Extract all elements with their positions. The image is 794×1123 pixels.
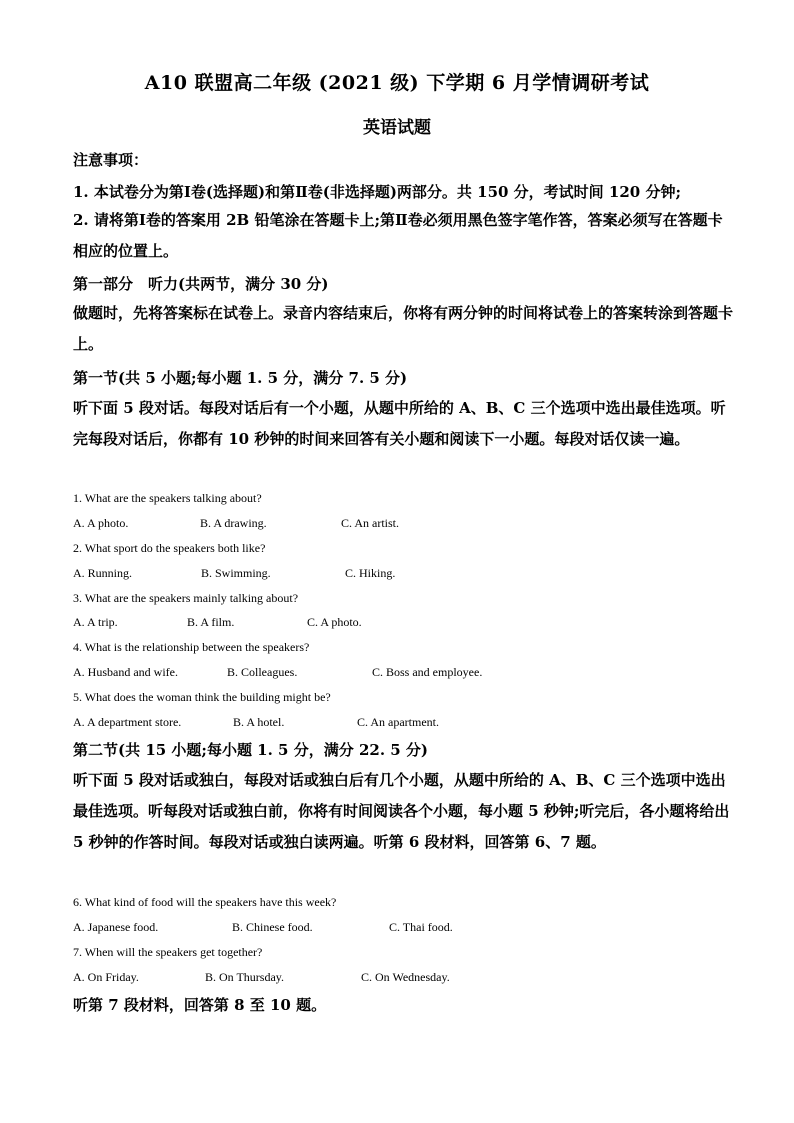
question-4-option-b: B. Colleagues. bbox=[227, 665, 298, 679]
question-7-option-a: A. On Friday. bbox=[73, 970, 139, 984]
question-2-option-b: B. Swimming. bbox=[201, 566, 271, 580]
exam-title: A10 联盟高二年级 (2021 级) 下学期 6 月学情调研考试 bbox=[144, 72, 650, 94]
question-6: 6. What kind of food will the speakers have this week? bbox=[73, 895, 337, 909]
question-7-option-c: C. On Wednesday. bbox=[361, 970, 450, 984]
part1-heading: 第一部分 听力(共两节，满分 30 分) bbox=[73, 275, 329, 293]
question-5: 5. What does the woman think the building might be? bbox=[73, 690, 331, 704]
question-1-option-b: B. A drawing. bbox=[200, 516, 267, 530]
question-5-option-b: B. A hotel. bbox=[233, 715, 285, 729]
notice-item-2: 2. 请将第Ⅰ卷的答案用 2B 铅笔涂在答题卡上;第Ⅱ卷必须用黑色签字笔作答，答案必须写在答题卡相应的位置上。 bbox=[73, 211, 723, 260]
question-1-option-a: A. A photo. bbox=[73, 516, 129, 530]
question-2-option-c: C. Hiking. bbox=[345, 566, 396, 580]
question-5-option-a: A. A department store. bbox=[73, 715, 182, 729]
section1-instruction: 听下面 5 段对话。每段对话后有一个小题，从题中所给的 A、B、C 三个选项中选出最佳选项。听完每段对话后，你都有 10 秒钟的时间来回答有关小题和阅读下一小题。每段对话仅读一遍。 bbox=[73, 399, 726, 448]
section2-next-material: 听第 7 段材料，回答第 8 至 10 题。 bbox=[73, 996, 327, 1014]
question-5-option-c: C. An apartment. bbox=[357, 715, 439, 729]
question-7: 7. When will the speakers get together? bbox=[73, 945, 263, 959]
question-3-option-b: B. A film. bbox=[187, 615, 235, 629]
question-3: 3. What are the speakers mainly talking about? bbox=[73, 591, 299, 605]
question-6-option-a: A. Japanese food. bbox=[73, 920, 159, 934]
section2-heading: 第二节(共 15 小题;每小题 1. 5 分，满分 22. 5 分) bbox=[73, 741, 429, 759]
question-1: 1. What are the speakers talking about? bbox=[73, 491, 262, 505]
question-2-option-a: A. Running. bbox=[73, 566, 133, 580]
question-4-option-a: A. Husband and wife. bbox=[73, 665, 178, 679]
question-1-option-c: C. An artist. bbox=[341, 516, 400, 530]
question-3-option-c: C. A photo. bbox=[307, 615, 362, 629]
question-4: 4. What is the relationship between the speakers? bbox=[73, 640, 310, 654]
question-7-option-b: B. On Thursday. bbox=[205, 970, 284, 984]
exam-subtitle: 英语试题 bbox=[363, 118, 431, 138]
question-4-option-c: C. Boss and employee. bbox=[372, 665, 483, 679]
question-6-option-c: C. Thai food. bbox=[389, 920, 453, 934]
question-2: 2. What sport do the speakers both like? bbox=[73, 541, 266, 555]
question-3-option-a: A. A trip. bbox=[73, 615, 118, 629]
section1-heading: 第一节(共 5 小题;每小题 1. 5 分，满分 7. 5 分) bbox=[73, 369, 408, 387]
notice-heading: 注意事项： bbox=[73, 151, 149, 169]
notice-item-1: 1. 本试卷分为第Ⅰ卷(选择题)和第Ⅱ卷(非选择题)两部分。共 150 分，考试时间 120 分钟; bbox=[73, 183, 681, 201]
part1-instruction: 做题时，先将答案标在试卷上。录音内容结束后，你将有两分钟的时间将试卷上的答案转涂到答题卡上。 bbox=[73, 304, 734, 353]
question-6-option-b: B. Chinese food. bbox=[232, 920, 313, 934]
section2-instruction: 听下面 5 段对话或独白，每段对话或独白后有几个小题，从题中所给的 A、B、C 三个选项中选出最佳选项。听每段对话或独白前，你将有时间阅读各个小题，每小题 5 秒钟;听完后，各小题将给出 5 秒钟的作答时间。每段对话或独白读两遍。听第 6 段材料，回答第 6、7 题。 bbox=[73, 771, 730, 851]
